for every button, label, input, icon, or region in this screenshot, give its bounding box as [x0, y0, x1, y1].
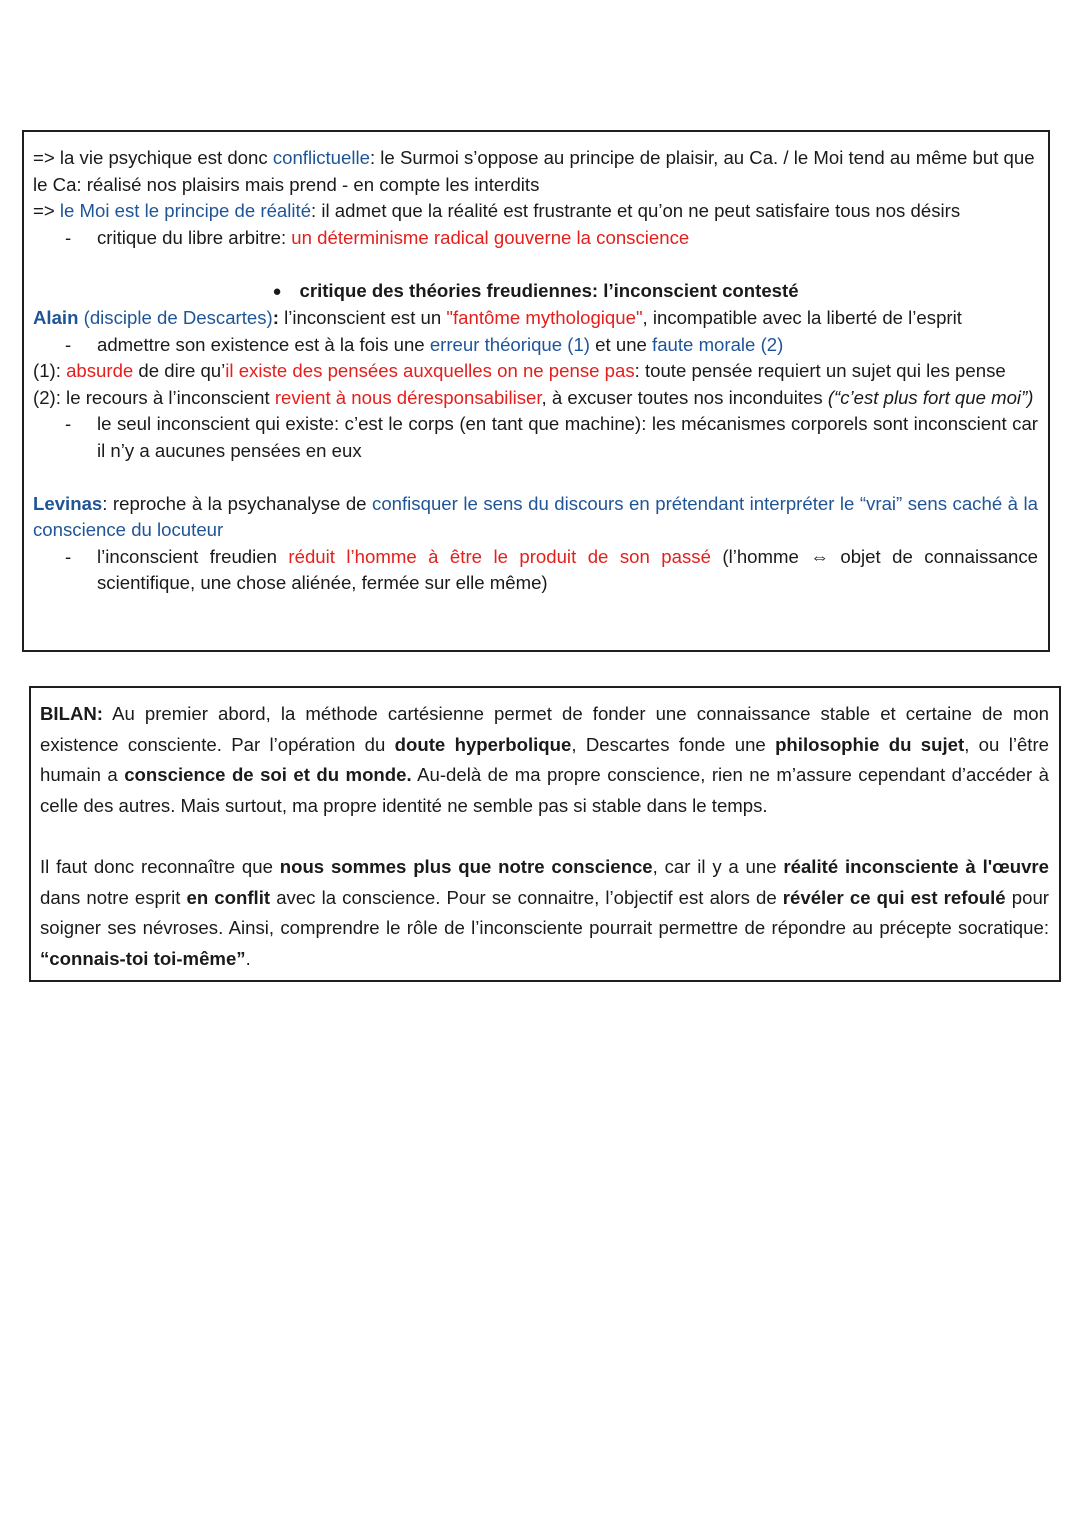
text: Il faut donc reconnaître que [40, 855, 280, 877]
text: admettre son existence est à la fois une [97, 333, 430, 355]
bold-text: doute hyperbolique [394, 733, 572, 755]
paragraph-conflict [33, 145, 1038, 198]
paragraph-moi [33, 198, 1038, 225]
highlight-fantome: "fantôme mythologique" [446, 307, 643, 328]
section-heading [33, 278, 1038, 306]
keyword-conflictuelle: conflictuelle [272, 147, 370, 168]
text: . [245, 947, 251, 969]
text: , à excuser toutes nos inconduites [541, 386, 828, 408]
bold-text: en conflit [186, 886, 271, 908]
highlight-determinisme: un déterminisme radical gouverne la conscience [291, 226, 690, 248]
keyword-faute: faute morale (2) [652, 333, 784, 355]
quote-italic: (“c’est plus fort que moi”) [827, 386, 1034, 408]
paragraph-alain [33, 305, 1038, 332]
bilan-label: BILAN: [40, 703, 103, 724]
dash-marker: - [65, 413, 72, 434]
highlight-pensees: il existe des pensées auxquelles on ne pense pas [225, 360, 635, 381]
highlight-absurde: absurde [66, 360, 134, 381]
dash-marker: - [65, 545, 72, 567]
bold-text: révéler ce qui est refoulé [782, 886, 1006, 908]
bilan-paragraph-2 [40, 852, 1049, 974]
dash-marker: - [65, 226, 72, 248]
text: (2): le recours à l’inconscient [33, 386, 275, 408]
bold-text: nous sommes plus que notre conscience [279, 855, 653, 877]
keyword-confisquer: confisquer le sens du discours en prétendant interpréter le “vrai” sens caché à la conscience du locuteur [33, 492, 1038, 540]
text: l’inconscient freudien [97, 545, 289, 567]
text: (1): [33, 360, 67, 381]
author-levinas: Levinas [33, 492, 103, 514]
text: Au premier abord, la méthode cartésienne permet de fonder une connaissance stable et certaine de mon existence consciente. Par l’opération du [40, 703, 1049, 755]
bilan-box [29, 686, 1061, 982]
heading-text: critique des théories freudiennes: l’inconscient contesté [299, 279, 799, 301]
bullet-icon: ● [272, 282, 282, 300]
author-note: (disciple de Descartes) [78, 307, 273, 328]
text: l’inconscient est un [278, 307, 447, 328]
dash-item-admettre [33, 332, 1038, 359]
text: et une [590, 333, 653, 355]
text: : il admet que la réalité est frustrante et qu’on ne peut satisfaire tous nos désirs [311, 200, 961, 221]
keyword-principe-realite: le Moi est le principe de réalité [59, 200, 312, 221]
dash-item-freudien [33, 544, 1038, 597]
bold-text: “connais-toi toi-même” [40, 947, 246, 969]
text: de dire qu’ [133, 360, 226, 381]
colon: : [272, 307, 279, 328]
text: : reproche à la psychanalyse de [102, 492, 373, 514]
bilan-paragraph-1 [40, 699, 1049, 821]
text: critique du libre arbitre: [97, 226, 292, 248]
text: , incompatible avec la liberté de l’esprit [642, 307, 962, 328]
bold-text: réalité inconsciente à l'œuvre [783, 855, 1049, 877]
bold-text: conscience de soi et du monde. [124, 764, 412, 786]
text: => la vie psychique est donc [33, 147, 273, 168]
text: : toute pensée requiert un sujet qui les pense [634, 360, 1006, 381]
text: => [33, 200, 60, 221]
text: Au-delà de ma propre conscience, rien ne m’assure cependant d’accéder à celle des autres. Mais surtout, ma propre identité ne semble pas si stable dans le temps. [40, 764, 1049, 816]
highlight-passe: réduit l’homme à être le produit de son passé [288, 545, 711, 567]
notes-box [22, 130, 1050, 652]
bold-text: philosophie du sujet [775, 733, 965, 755]
highlight-deresponsabiliser: revient à nous déresponsabiliser [274, 386, 542, 408]
text: pour soigner ses névroses. Ainsi, comprendre le rôle de l’inconsciente pourrait permettre de répondre au précepte socratique: [40, 886, 1049, 939]
author-alain: Alain [33, 307, 79, 328]
text: : le Surmoi s’oppose au principe de plaisir, au Ca. / le Moi tend au même but que le Ca: réalisé nos plaisirs mais prend - en compte les interdits [33, 147, 1035, 195]
text: (l’homme ⇔ objet de connaissance scientifique, une chose aliénée, fermée sur elle même) [97, 545, 1038, 593]
text: dans notre esprit [40, 886, 187, 908]
text: , ou l’être humain a [40, 733, 1049, 786]
dash-item-corps [33, 411, 1038, 464]
text: , Descartes fonde une [571, 733, 776, 755]
dash-item-libre-arbitre [33, 225, 1038, 252]
keyword-erreur: erreur théorique (1) [429, 333, 591, 355]
text: avec la conscience. Pour se connaitre, l’objectif est alors de [270, 886, 783, 908]
text: , car il y a une [652, 855, 784, 877]
paragraph-note-1 [33, 358, 1038, 385]
text: le seul inconscient qui existe: c’est le corps (en tant que machine): les mécanismes corporels sont inconscient car il n’y a aucunes pensées en eux [97, 413, 1038, 461]
dash-marker: - [65, 333, 72, 355]
paragraph-levinas [33, 491, 1038, 544]
paragraph-note-2 [33, 385, 1038, 412]
